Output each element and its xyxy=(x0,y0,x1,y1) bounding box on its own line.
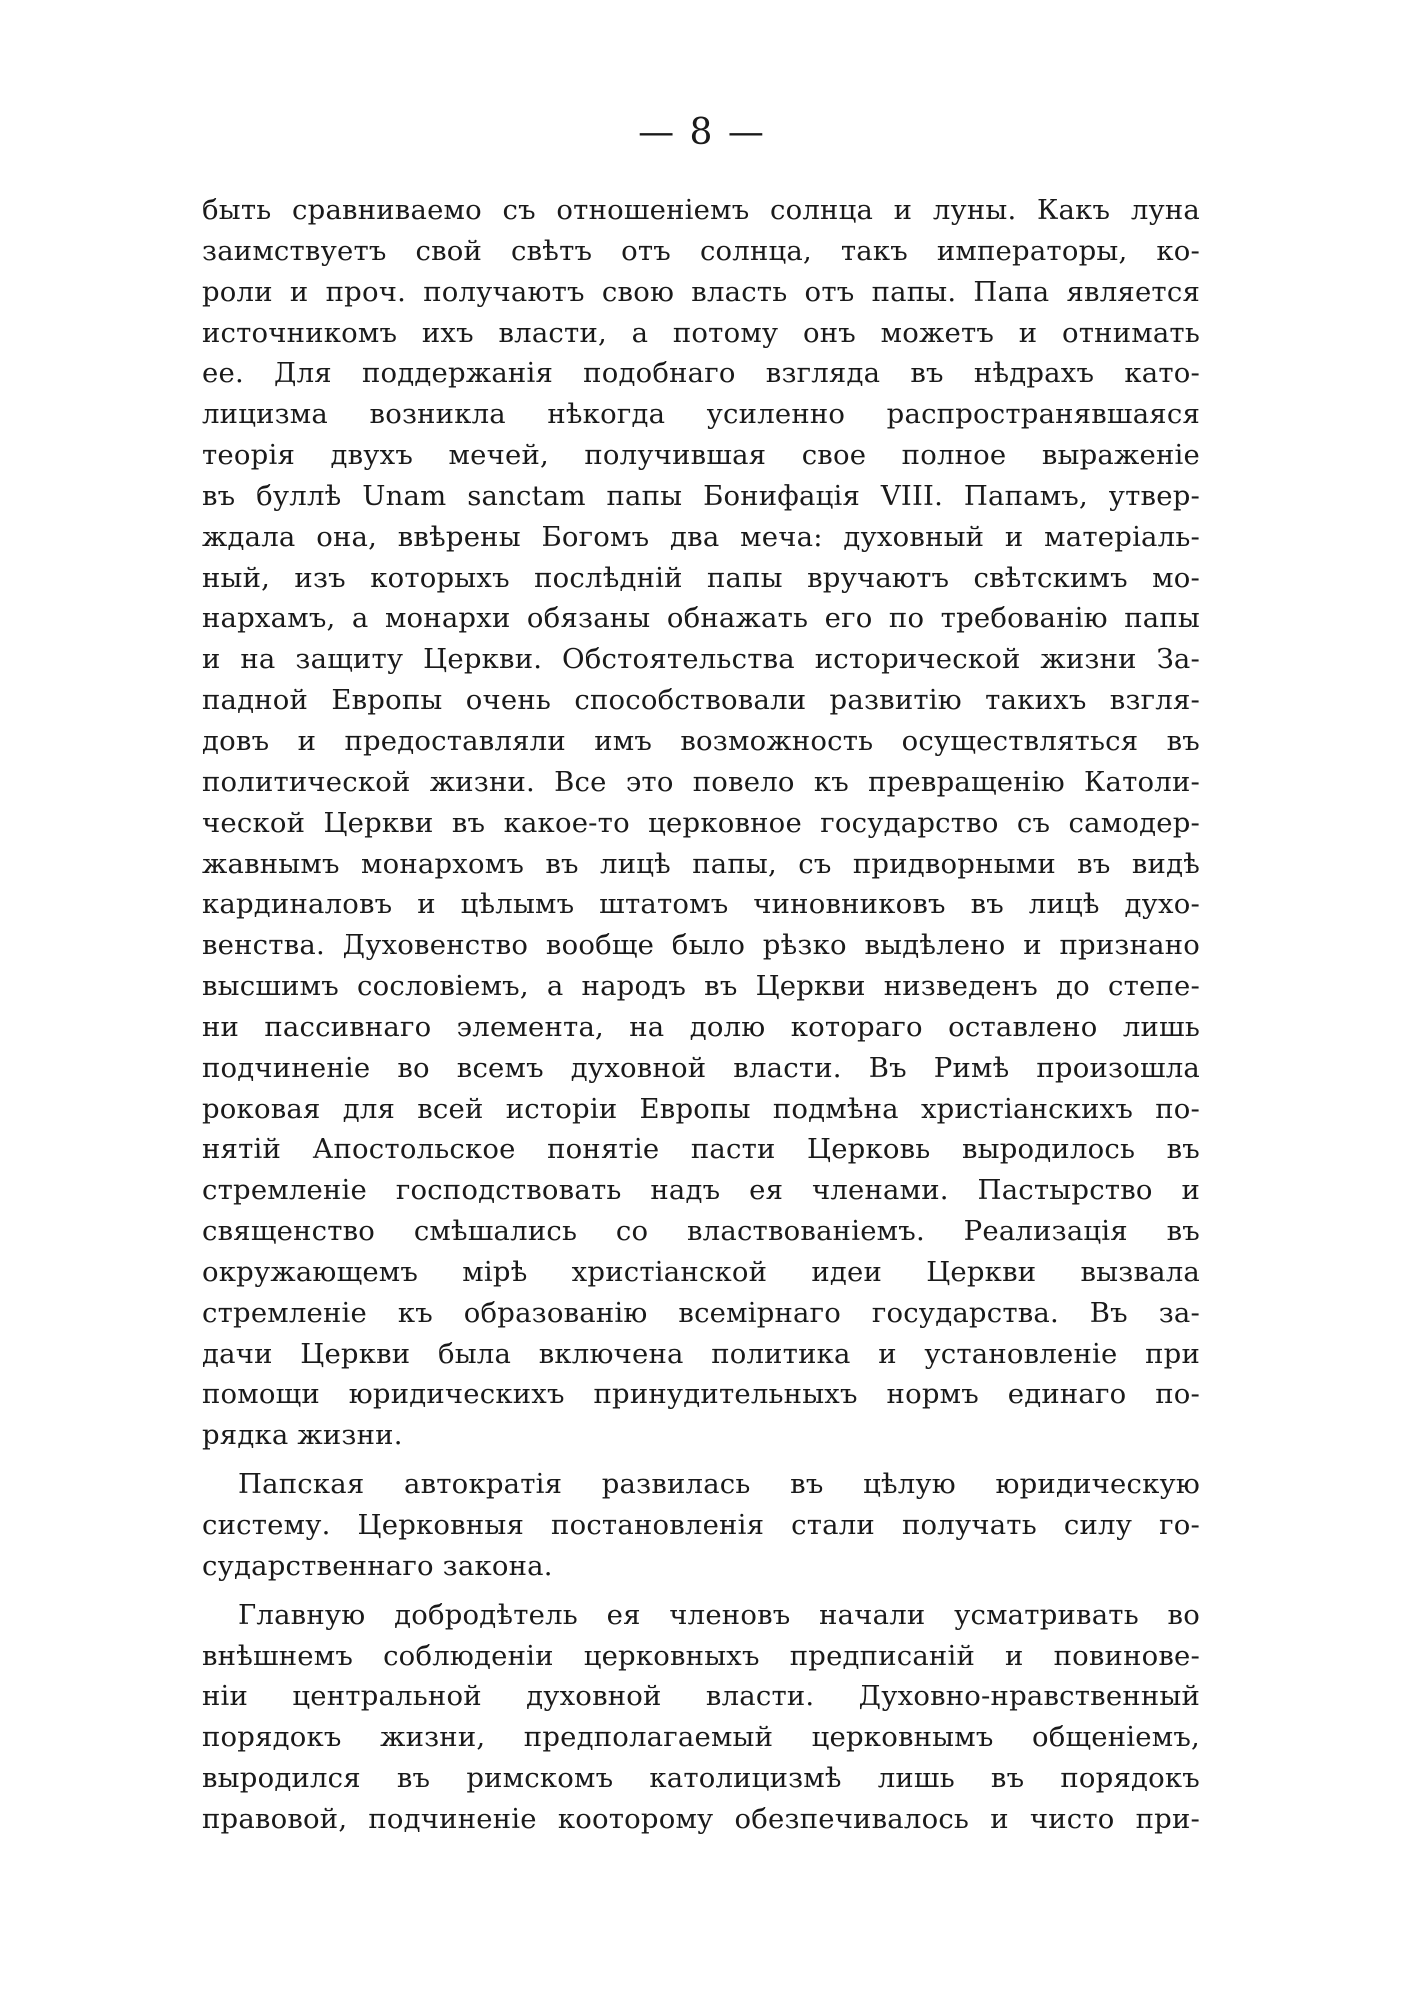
page-number: — 8 — xyxy=(638,112,766,153)
text-line: Главную добродѣтель ея членовъ начали усматривать во xyxy=(238,1598,1200,1631)
text-line: нархамъ, а монархи обязаны обнажать его по требованію папы xyxy=(202,602,1200,635)
text-line: правовой, подчиненіе кооторому обезпечивалось и чисто при- xyxy=(202,1802,1200,1835)
text-line: источникомъ ихъ власти, а потому онъ можетъ и отнимать xyxy=(202,316,1200,349)
text-line: подчиненіе во всемъ духовной власти. Въ Римѣ произошла xyxy=(202,1051,1200,1084)
text-line: лицизма возникла нѣкогда усиленно распространявшаяся xyxy=(202,398,1200,431)
text-line: окружающемъ мірѣ христіанской идеи Церкви вызвала xyxy=(202,1255,1200,1288)
text-line: теорія двухъ мечей, получившая свое полное выраженіе xyxy=(202,439,1200,472)
text-line: порядокъ жизни, предполагаемый церковнымъ общеніемъ, xyxy=(202,1721,1200,1754)
text-line: довъ и предоставляли имъ возможность осуществляться въ xyxy=(202,724,1200,757)
text-line: ческой Церкви въ какое-то церковное государство съ самодер- xyxy=(202,806,1200,839)
text-line: сударственнаго закона. xyxy=(202,1549,553,1582)
paragraph-gap xyxy=(202,1456,1200,1464)
text-line: падной Европы очень способствовали развитію такихъ взгля- xyxy=(202,684,1200,717)
text-line: въ буллѣ Unam sanctam папы Бонифація VIII. Папамъ, утвер- xyxy=(202,479,1200,512)
body-text xyxy=(202,190,1200,1840)
text-line: рядка жизни. xyxy=(202,1419,403,1452)
text-line: роковая для всей исторіи Европы подмѣна христіанскихъ по- xyxy=(202,1092,1200,1125)
text-line: венства. Духовенство вообще было рѣзко выдѣлено и признано xyxy=(202,929,1200,962)
text-line: и на защиту Церкви. Обстоятельства исторической жизни За- xyxy=(202,643,1200,676)
text-line: выродился въ римскомъ католицизмѣ лишь въ порядокъ xyxy=(202,1762,1200,1795)
text-line: стремленіе къ образованію всемірнаго государства. Въ за- xyxy=(202,1296,1200,1329)
text-line: помощи юридическихъ принудительныхъ нормъ единаго по- xyxy=(202,1378,1200,1411)
text-line: Папская автократія развилась въ цѣлую юридическую xyxy=(238,1468,1200,1501)
text-line: быть сравниваемо съ отношеніемъ солнца и луны. Какъ луна xyxy=(202,194,1200,226)
text-line: ніи центральной духовной власти. Духовно-нравственный xyxy=(202,1680,1200,1713)
text-line: дачи Церкви была включена политика и установленіе при xyxy=(202,1337,1200,1370)
text-line: священство смѣшались со властвованіемъ. Реализація въ xyxy=(202,1215,1200,1248)
text-line: политической жизни. Все это повело къ превращенію Католи- xyxy=(202,765,1200,798)
text-line: жавнымъ монархомъ въ лицѣ папы, съ придворными въ видѣ xyxy=(202,847,1200,880)
text-line: ный, изъ которыхъ послѣдній папы вручаютъ свѣтскимъ мо- xyxy=(202,561,1200,594)
text-line: ни пассивнаго элемента, на долю котораго оставлено лишь xyxy=(202,1010,1200,1043)
text-line: ее. Для поддержанія подобнаго взгляда въ нѣдрахъ като- xyxy=(202,357,1200,390)
text-line: ждала она, ввѣрены Богомъ два меча: духовный и матеріаль- xyxy=(202,520,1200,553)
text-line: заимствуетъ свой свѣтъ отъ солнца, такъ императоры, ко- xyxy=(202,234,1200,267)
text-line: роли и проч. получаютъ свою власть отъ папы. Папа является xyxy=(202,275,1200,308)
text-line: кардиналовъ и цѣлымъ штатомъ чиновниковъ въ лицѣ духо- xyxy=(202,888,1200,921)
paragraph-gap xyxy=(202,1587,1200,1595)
text-line: нятій Апостольское понятіе пасти Церковь выродилось въ xyxy=(202,1133,1200,1166)
text-line: систему. Церковныя постановленія стали получать силу го- xyxy=(202,1509,1200,1541)
text-line: высшимъ сословіемъ, а народъ въ Церкви низведенъ до степе- xyxy=(202,970,1200,1003)
text-line: стремленіе господствовать надъ ея членами. Пастырство и xyxy=(202,1174,1200,1207)
text-line: внѣшнемъ соблюденіи церковныхъ предписаній и повинове- xyxy=(202,1639,1200,1672)
